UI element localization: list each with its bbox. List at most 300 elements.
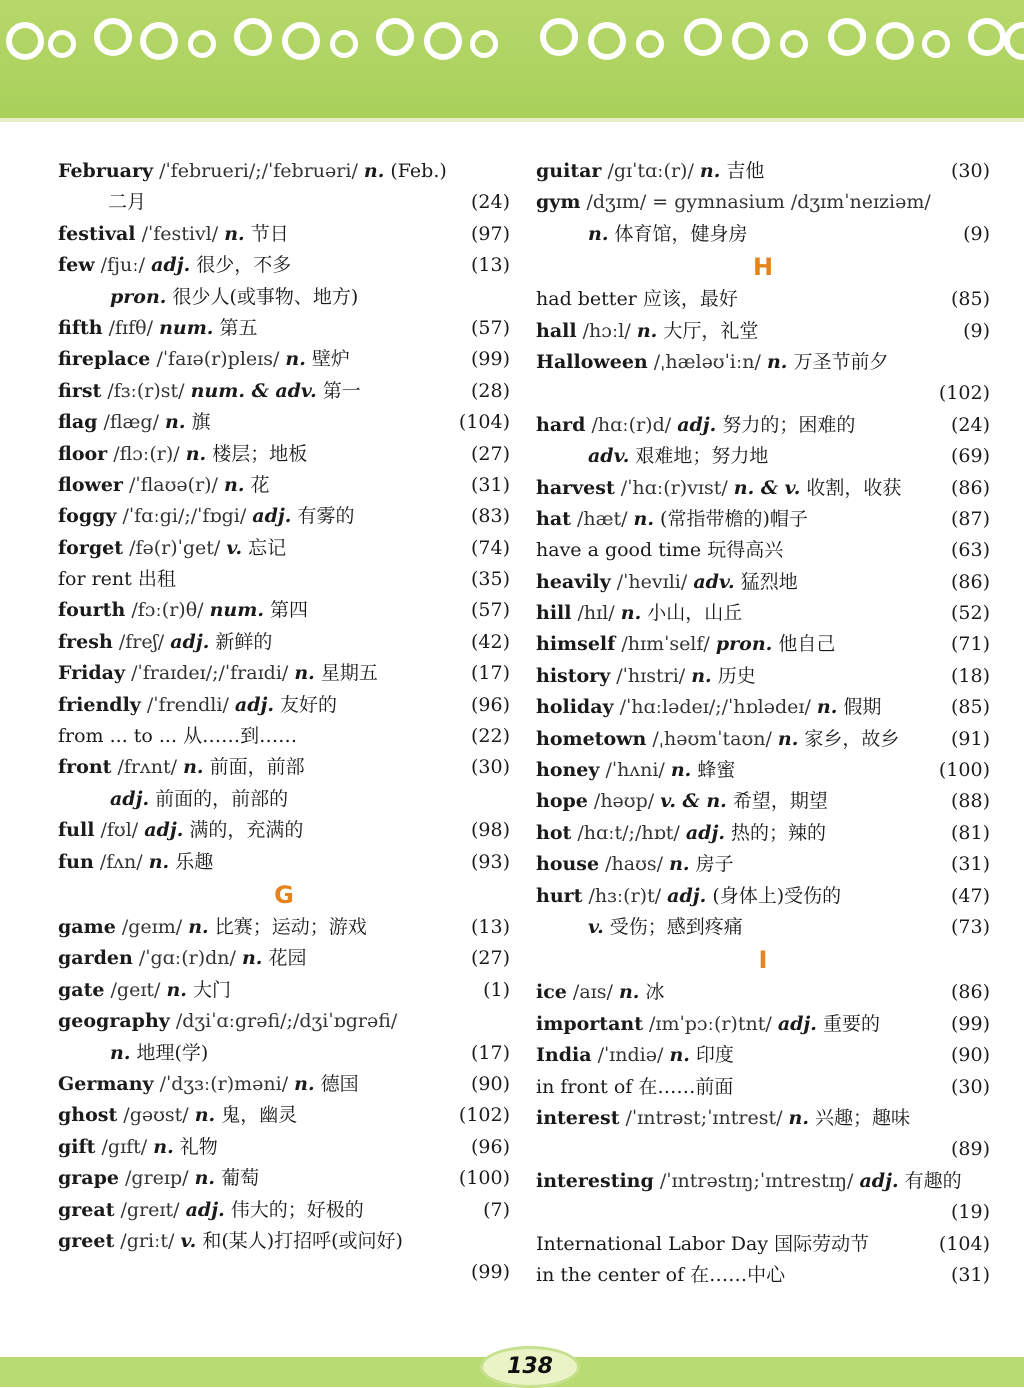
- page-reference: (35): [470, 568, 510, 591]
- entry-text: [536, 410, 855, 441]
- definition: 兴趣；趣味: [815, 1106, 911, 1129]
- part-of-speech: num.: [159, 316, 214, 339]
- phonetic: /ˈhʌni/: [605, 759, 665, 782]
- part-of-speech: num.: [209, 599, 264, 622]
- entry-text: [58, 1132, 218, 1163]
- part-of-speech: n.: [363, 160, 385, 182]
- page-reference: (85): [950, 696, 990, 719]
- phonetic: /gəʊst/: [123, 1104, 189, 1127]
- entry-text: [536, 473, 901, 504]
- page-reference: (102): [938, 382, 990, 405]
- phonetic: /ˈfaɪə(r)pleɪs/: [156, 348, 280, 371]
- glossary-entry: [58, 533, 510, 564]
- glossary-entry: [58, 439, 510, 470]
- definition: 第一: [322, 379, 361, 402]
- entry-text: [58, 912, 367, 943]
- glossary-entry: [536, 284, 990, 315]
- headword: hall: [536, 319, 577, 342]
- phonetic: /griːt/: [120, 1229, 175, 1252]
- definition: 有雾的: [297, 505, 355, 528]
- headword: geography: [58, 1010, 170, 1033]
- page-reference: (104): [938, 1232, 990, 1255]
- glossary-entry: [536, 378, 990, 409]
- part-of-speech: n.: [185, 442, 207, 465]
- part-of-speech: n.: [183, 756, 204, 779]
- headword: had better: [536, 288, 637, 311]
- phonetic: /freʃ/: [118, 630, 165, 653]
- glossary-entry: [536, 410, 990, 441]
- glossary-entry: [58, 912, 510, 943]
- glossary-entry: [536, 692, 990, 723]
- headword: hope: [536, 790, 588, 813]
- decorative-ring: [424, 22, 462, 60]
- headword: few: [58, 254, 95, 277]
- part-of-speech: adj.: [685, 821, 725, 844]
- page-reference: (24): [950, 413, 990, 436]
- definition: 收割，收获: [806, 476, 902, 499]
- page-reference: (18): [950, 664, 990, 687]
- glossary-entry: [536, 219, 990, 250]
- decorative-ring: [732, 22, 770, 60]
- glossary-entry: [536, 977, 990, 1008]
- headword: International Labor Day: [536, 1232, 769, 1255]
- entry-text: [536, 849, 734, 880]
- part-of-speech: adj.: [234, 693, 274, 716]
- part-of-speech: n.: [285, 348, 306, 371]
- phonetic: /fə(r)ˈget/: [129, 536, 221, 559]
- page-reference: (31): [950, 1263, 990, 1286]
- glossary-entry: [536, 1134, 990, 1165]
- page-reference: (31): [950, 853, 990, 876]
- glossary-entry: [536, 1197, 990, 1228]
- glossary-entry: [58, 1038, 510, 1069]
- definition: 前面的，前部的: [155, 787, 289, 810]
- phonetic: /fɪfθ/: [108, 316, 154, 339]
- definition: 有趣的: [904, 1169, 962, 1192]
- glossary-entry: [536, 441, 990, 472]
- part-of-speech: adj.: [252, 505, 292, 528]
- part-of-speech: n.: [148, 850, 170, 873]
- headword: hard: [536, 413, 586, 436]
- page-reference: (96): [470, 1135, 510, 1158]
- definition: 他自己: [778, 633, 836, 656]
- headword: game: [58, 915, 116, 938]
- glossary-entry: [536, 567, 990, 598]
- page-reference: (97): [470, 222, 510, 245]
- decorative-ring: [828, 18, 866, 56]
- definition: 二月: [108, 191, 147, 214]
- glossary-entry: [58, 1226, 510, 1257]
- glossary-entry: [536, 786, 990, 817]
- part-of-speech: n.: [691, 664, 712, 687]
- page-reference: (73): [950, 915, 990, 938]
- entry-text: [108, 187, 146, 218]
- definition: 节日: [250, 222, 289, 245]
- definition: 万圣节前夕: [793, 350, 889, 373]
- part-of-speech: n.: [110, 1041, 131, 1064]
- headword: Halloween: [536, 350, 648, 373]
- phonetic: /ˈɪntrəstɪŋ;ˈɪntrestɪŋ/: [659, 1169, 854, 1192]
- phonetic: /aɪs/: [572, 981, 613, 1004]
- headword: interesting: [536, 1169, 654, 1192]
- entry-text: [58, 439, 307, 470]
- phonetic: /ˈɪntrəst;ˈɪntrest/: [625, 1106, 783, 1129]
- headword: India: [536, 1044, 592, 1067]
- definition: 房子: [695, 853, 734, 876]
- decorative-ring: [876, 22, 914, 60]
- headword: honey: [536, 759, 600, 782]
- entry-text: [58, 156, 447, 187]
- page-reference: (99): [470, 1261, 510, 1284]
- part-of-speech: n.: [766, 350, 788, 373]
- part-of-speech: pron.: [110, 285, 167, 308]
- headword: gate: [58, 978, 105, 1001]
- part-of-speech: n.: [670, 759, 692, 782]
- part-of-speech: n.: [165, 411, 186, 434]
- page-reference: (63): [950, 539, 990, 562]
- glossary-entry: [536, 504, 990, 535]
- glossary-entry: [536, 849, 990, 880]
- page-reference: (86): [950, 476, 990, 499]
- glossary-entry: [536, 187, 990, 218]
- definition: (Feb.): [390, 160, 447, 182]
- decorative-ring: [1004, 22, 1024, 60]
- section-letter-heading: G: [274, 880, 294, 909]
- entry-text: [58, 1226, 403, 1257]
- decorative-ring: [376, 18, 414, 56]
- entry-text: [536, 1009, 880, 1040]
- definition: 地理(学): [136, 1041, 209, 1064]
- part-of-speech: pron.: [715, 633, 773, 656]
- part-of-speech: n.: [194, 1104, 216, 1127]
- part-of-speech: v. & n.: [660, 790, 727, 813]
- entry-text: [536, 504, 808, 535]
- section-letter-heading: I: [758, 946, 768, 975]
- phonetic: /ˈhevɪli/: [616, 570, 688, 593]
- page-reference: (9): [963, 222, 990, 245]
- phonetic: /gɪˈtɑː(r)/: [607, 160, 694, 182]
- glossary-entry: [536, 1229, 990, 1260]
- part-of-speech: n.: [777, 727, 799, 750]
- entry-text: [58, 1069, 359, 1100]
- entry-text: [58, 1163, 259, 1194]
- section-letter-heading: H: [752, 253, 774, 282]
- phonetic: /fɜː(r)st/: [107, 379, 185, 402]
- phonetic: /ˈfestivl/: [141, 222, 219, 245]
- headword: holiday: [536, 696, 614, 719]
- headword: guitar: [536, 160, 602, 182]
- entry-text: [536, 629, 835, 660]
- page-reference: (81): [950, 821, 990, 844]
- part-of-speech: adj.: [144, 819, 184, 842]
- page-reference: (22): [470, 725, 510, 748]
- entry-text: [536, 1103, 910, 1134]
- decorative-ring: [540, 18, 578, 56]
- entry-text: [58, 690, 337, 721]
- glossary-entry: [58, 219, 510, 250]
- entry-text: [58, 407, 211, 438]
- definition: 大厅，礼堂: [663, 319, 759, 342]
- entry-text: [58, 470, 270, 501]
- glossary-entry: [58, 282, 510, 313]
- glossary-entry: [58, 595, 510, 626]
- glossary-entry: [536, 535, 990, 566]
- definition: 礼物: [179, 1135, 218, 1158]
- page-reference: (90): [950, 1044, 990, 1067]
- top-decorative-band: [0, 0, 1024, 122]
- headword: heavily: [536, 570, 611, 593]
- page-reference: (85): [950, 288, 990, 311]
- definition: 应该，最好: [642, 288, 738, 311]
- glossary-entry: [58, 975, 510, 1006]
- headword: full: [58, 819, 95, 842]
- phonetic: /ˈhɑːlədeɪ/;/ˈhɒlədeɪ/: [619, 696, 811, 719]
- page-reference: (102): [458, 1104, 510, 1127]
- definition: 大门: [192, 978, 231, 1001]
- glossary-entry: [58, 187, 510, 218]
- glossary-entry: [536, 1103, 990, 1134]
- definition: 国际劳动节: [774, 1232, 870, 1255]
- page-reference: (1): [483, 978, 510, 1001]
- glossary-entry: [536, 598, 990, 629]
- entry-text: [58, 533, 286, 564]
- entry-text: [58, 1195, 364, 1226]
- definition: 家乡，故乡: [804, 727, 900, 750]
- page-reference: (27): [470, 947, 510, 970]
- definition: 葡萄: [221, 1167, 260, 1190]
- page-reference: (96): [470, 693, 510, 716]
- part-of-speech: n.: [224, 473, 245, 496]
- headword: floor: [58, 442, 108, 465]
- entry-text: [536, 1166, 962, 1197]
- glossary-entry: [58, 658, 510, 689]
- page-number: 138: [480, 1346, 580, 1388]
- decorative-ring: [780, 30, 808, 58]
- part-of-speech: n.: [636, 319, 658, 342]
- phonetic: /hɪl/: [577, 602, 615, 625]
- part-of-speech: n.: [153, 1135, 174, 1158]
- headword: great: [58, 1198, 115, 1221]
- definition: 友好的: [280, 693, 338, 716]
- glossary-entry: [58, 1257, 510, 1288]
- glossary-entry: [58, 1100, 510, 1131]
- entry-text: [588, 219, 748, 250]
- page-reference: (83): [470, 505, 510, 528]
- definition: 满的，充满的: [189, 819, 304, 842]
- entry-text: [58, 376, 361, 407]
- phonetic: /ˌhəʊmˈtaʊn/: [652, 727, 772, 750]
- definition: 蜂蜜: [697, 759, 736, 782]
- part-of-speech: n.: [588, 222, 609, 245]
- part-of-speech: n.: [166, 978, 187, 1001]
- headword: fireplace: [58, 348, 151, 371]
- entry-text: [536, 316, 758, 347]
- definition: 旗: [191, 411, 211, 434]
- page-reference: (31): [470, 473, 510, 496]
- phonetic: /ˈflaʊə(r)/: [129, 473, 218, 496]
- definition: 鬼，幽灵: [221, 1104, 298, 1127]
- headword: hurt: [536, 884, 583, 907]
- decorative-ring: [94, 18, 132, 56]
- page-reference: (57): [470, 316, 510, 339]
- entry-text: [58, 943, 306, 974]
- page-reference: (98): [470, 819, 510, 842]
- entry-text: [58, 501, 354, 532]
- part-of-speech: adj.: [170, 630, 210, 653]
- definition: 很少，不多: [196, 254, 292, 277]
- headword: fresh: [58, 630, 113, 653]
- part-of-speech: v.: [226, 536, 243, 559]
- part-of-speech: n.: [620, 602, 642, 625]
- phonetic: /geɪm/: [121, 915, 183, 938]
- entry-text: [110, 784, 288, 815]
- page-reference: (7): [483, 1198, 510, 1221]
- decorative-ring: [684, 18, 722, 56]
- headword: interest: [536, 1106, 620, 1129]
- part-of-speech: adj.: [667, 884, 707, 907]
- headword: history: [536, 664, 611, 687]
- part-of-speech: adj.: [151, 254, 191, 277]
- glossary-entry: [58, 1132, 510, 1163]
- headword: ice: [536, 981, 567, 1004]
- glossary-entry: [536, 316, 990, 347]
- headword: ghost: [58, 1104, 118, 1127]
- page-reference: (74): [470, 536, 510, 559]
- entry-text: [110, 282, 358, 313]
- entry-text: [536, 1072, 733, 1103]
- part-of-speech: n. & v.: [733, 476, 801, 499]
- entry-text: [58, 815, 303, 846]
- decorative-ring: [282, 22, 320, 60]
- page-reference: (93): [470, 850, 510, 873]
- definition: 热的；辣的: [730, 821, 826, 844]
- phonetic: /həʊp/: [593, 790, 655, 813]
- headword: house: [536, 853, 600, 876]
- headword: gym: [536, 191, 581, 214]
- part-of-speech: adv.: [693, 570, 735, 593]
- headword: Friday: [58, 662, 126, 685]
- page-reference: (91): [950, 727, 990, 750]
- page-reference: (100): [938, 759, 990, 782]
- page-reference: (27): [470, 442, 510, 465]
- definition: 花: [250, 473, 270, 496]
- definition: 希望，期望: [732, 790, 828, 813]
- glossary-entry: [58, 752, 510, 783]
- entry-text: [536, 692, 881, 723]
- page-reference: (88): [950, 790, 990, 813]
- part-of-speech: n.: [194, 1167, 216, 1190]
- part-of-speech: adv.: [588, 445, 630, 468]
- definition: 冰: [645, 981, 665, 1004]
- part-of-speech: n.: [788, 1106, 809, 1129]
- definition: 玩得高兴: [707, 539, 784, 562]
- entry-text: [58, 344, 350, 375]
- page-reference: (69): [950, 445, 990, 468]
- definition: (常指带檐的)帽子: [660, 507, 808, 530]
- part-of-speech: n.: [294, 662, 315, 685]
- phonetic: /flɔː(r)/: [113, 442, 180, 465]
- phonetic: /ˈgɑː(r)dn/: [138, 947, 236, 970]
- phonetic: /fjuː/: [100, 254, 146, 277]
- page-reference: (13): [470, 915, 510, 938]
- definition: 假期: [843, 696, 882, 719]
- phonetic: /ɪmˈpɔː(r)tnt/: [649, 1012, 772, 1035]
- phonetic: /haʊs/: [605, 853, 664, 876]
- page-reference: (71): [950, 633, 990, 656]
- page-reference: (86): [950, 570, 990, 593]
- page-reference: (9): [963, 319, 990, 342]
- decorative-ring: [968, 18, 1006, 56]
- entry-text: [58, 721, 297, 752]
- entry-text: [58, 595, 308, 626]
- definition: 努力的；困难的: [722, 413, 856, 436]
- glossary-entry: [536, 661, 990, 692]
- headword: festival: [58, 222, 136, 245]
- phonetic: /hɜː(r)t/: [588, 884, 662, 907]
- entry-text: [536, 755, 735, 786]
- decorative-ring: [922, 30, 950, 58]
- glossary-entry: [58, 344, 510, 375]
- phonetic: /hɑːt/;/hɒt/: [577, 821, 680, 844]
- entry-text: [536, 661, 756, 692]
- phonetic: /hæt/: [576, 507, 628, 530]
- entry-text: [58, 975, 231, 1006]
- page-reference: (86): [950, 981, 990, 1004]
- entry-text: [536, 977, 664, 1008]
- headword: friendly: [58, 693, 141, 716]
- part-of-speech: n.: [224, 222, 245, 245]
- entry-text: [536, 1260, 785, 1291]
- decorative-ring: [588, 22, 626, 60]
- entry-text: [58, 1006, 397, 1037]
- decorative-ring: [470, 30, 498, 58]
- entry-text: [536, 881, 841, 912]
- page-reference: (104): [458, 411, 510, 434]
- glossary-entry: [58, 407, 510, 438]
- definition: 历史: [717, 664, 756, 687]
- glossary-column-left: [58, 156, 510, 1289]
- headword: front: [58, 756, 112, 779]
- definition: 第五: [219, 316, 258, 339]
- definition: 第四: [270, 599, 309, 622]
- page-reference: (17): [470, 1041, 510, 1064]
- phonetic: /hɑː(r)d/: [591, 413, 672, 436]
- glossary-entry: [58, 784, 510, 815]
- entry-text: [588, 441, 768, 472]
- page-reference: (52): [950, 602, 990, 625]
- definition: 忘记: [248, 536, 287, 559]
- glossary-entry: [58, 1195, 510, 1226]
- phonetic: /hɪmˈself/: [621, 633, 710, 656]
- page-reference: (30): [950, 1075, 990, 1098]
- glossary-entry: [536, 1166, 990, 1197]
- entry-text: [536, 724, 899, 755]
- phonetic: /geɪt/: [110, 978, 161, 1001]
- glossary-entry: [58, 156, 510, 187]
- phonetic: /ˈfrendli/: [146, 693, 229, 716]
- part-of-speech: n.: [669, 853, 690, 876]
- phonetic: /frʌnt/: [117, 756, 178, 779]
- definition: (身体上)受伤的: [712, 884, 842, 907]
- part-of-speech: n.: [241, 947, 263, 970]
- part-of-speech: n.: [699, 160, 721, 182]
- page-reference: (47): [950, 884, 990, 907]
- headword: Germany: [58, 1072, 154, 1095]
- page-reference: (99): [950, 1012, 990, 1035]
- glossary-entry: [58, 250, 510, 281]
- entry-text: [536, 156, 764, 187]
- part-of-speech: adj.: [777, 1012, 817, 1035]
